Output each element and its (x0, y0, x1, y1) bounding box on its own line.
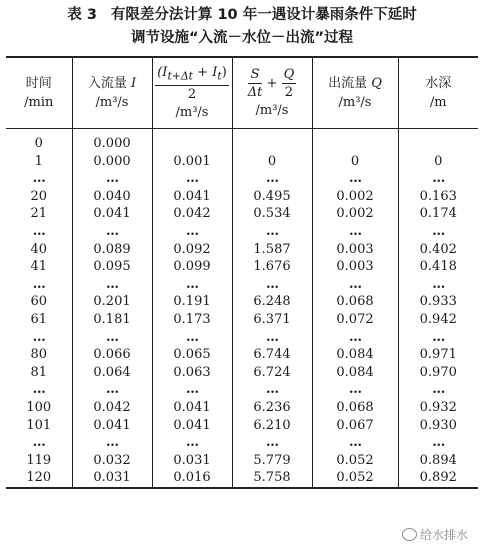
table-cell: … (72, 223, 152, 241)
table-cell: 0.933 (398, 293, 478, 311)
table-cell: 21 (30, 206, 48, 222)
table-cell: 0.942 (398, 311, 478, 329)
table-cell: 0.066 (72, 346, 152, 364)
table-cell: 0 (232, 153, 312, 171)
table-cell: 0.930 (398, 417, 478, 435)
table-cell: 0.031 (152, 452, 232, 470)
table-cell: 5.758 (232, 469, 312, 488)
table-cell: 0.068 (312, 293, 398, 311)
header-average-inflow: $\frac{(I_{t+\Delta t} + I_t)}{2}$ /m³/s (152, 57, 232, 129)
table-cell: 0.000 (72, 153, 152, 171)
table-cell: … (312, 434, 398, 452)
table-cell: … (32, 171, 45, 187)
table-header-row (6, 57, 478, 129)
table-row (6, 364, 478, 382)
table-caption (0, 4, 484, 50)
table-cell: … (398, 170, 478, 188)
average-inflow-formula: $\frac{(I_{t+\Delta t} + I_t)}{2}$ (157, 65, 227, 102)
table-cell: 6.371 (232, 311, 312, 329)
table-cell: 101 (26, 417, 52, 433)
caption-title-line-2: 调节设施“入流－水位－出流”过程 (130, 30, 354, 46)
table-cell: … (398, 276, 478, 294)
table-cell: 0 (34, 136, 43, 151)
table-cell: 0.040 (72, 188, 152, 206)
table-cell: … (398, 329, 478, 347)
table-row (6, 293, 478, 311)
table-cell: 0.089 (72, 241, 152, 259)
table-cell: 0.971 (398, 346, 478, 364)
table-cell: 0.084 (312, 364, 398, 382)
table-cell: 41 (30, 259, 48, 275)
table-cell: … (232, 223, 312, 241)
table-cell: 0.042 (72, 399, 152, 417)
table-cell: 0.041 (152, 399, 232, 417)
table-cell: 0.068 (312, 399, 398, 417)
table-cell: 120 (6, 469, 72, 488)
ellipsis-row (6, 329, 478, 347)
chat-bubble-icon (402, 528, 417, 541)
table-cell: 0.092 (152, 241, 232, 259)
table-cell (398, 129, 478, 153)
table-cell: … (152, 170, 232, 188)
table-cell: 0.084 (312, 346, 398, 364)
table-cell: 0.041 (152, 417, 232, 435)
table-cell: 60 (30, 294, 48, 310)
results-table (6, 56, 478, 489)
table-row (6, 311, 478, 329)
table-cell: 0.065 (152, 346, 232, 364)
table-cell: 0.894 (398, 452, 478, 470)
table-cell: 0.067 (312, 417, 398, 435)
table-cell: … (152, 223, 232, 241)
table-cell (152, 129, 232, 153)
table-number: 表 3 (67, 7, 97, 23)
storage-fraction: $\frac{S}{\Delta t}$ (247, 67, 263, 100)
table-row (6, 258, 478, 276)
table-cell: … (32, 382, 45, 398)
table-cell: … (152, 276, 232, 294)
header-outflow: 出流量 Q /m³/s (312, 57, 398, 129)
table-cell: 0.970 (398, 364, 478, 382)
table-cell: … (232, 329, 312, 347)
table-cell (232, 129, 312, 153)
table-cell: … (312, 329, 398, 347)
ellipsis-row (6, 276, 478, 294)
outflow-half-fraction: $\frac{Q}{2}$ (283, 67, 295, 100)
table-cell: 0.892 (398, 469, 478, 488)
table-cell: 81 (30, 364, 48, 380)
caption-line-1 (0, 4, 484, 27)
table-cell: 0.002 (312, 205, 398, 223)
table-cell: 6.744 (232, 346, 312, 364)
table-row (6, 346, 478, 364)
table-cell: 0.174 (398, 205, 478, 223)
table-row (6, 129, 478, 153)
table-cell: 0.016 (152, 469, 232, 488)
table-cell: 0.191 (152, 293, 232, 311)
table-cell: 0.095 (72, 258, 152, 276)
table-cell: … (232, 276, 312, 294)
table-cell: 0.052 (312, 452, 398, 470)
table-row (6, 241, 478, 259)
table-cell: 0.418 (398, 258, 478, 276)
wechat-watermark (402, 526, 468, 543)
table-cell: 0.534 (232, 205, 312, 223)
table-cell: … (72, 381, 152, 399)
table-cell: 0.041 (152, 188, 232, 206)
table-row (6, 399, 478, 417)
table-cell: … (312, 170, 398, 188)
caption-title-line-1: 有限差分法计算 10 年一遇设计暴雨条件下延时 (110, 7, 417, 23)
table-cell: 0.173 (152, 311, 232, 329)
table-cell: 0.041 (72, 417, 152, 435)
table-cell: 0 (312, 153, 398, 171)
table-cell: 0.072 (312, 311, 398, 329)
ellipsis-row (6, 223, 478, 241)
table-cell: 0.032 (72, 452, 152, 470)
table-row (6, 205, 478, 223)
table-cell: 0.201 (72, 293, 152, 311)
table-cell: 6.724 (232, 364, 312, 382)
table-row (6, 469, 478, 488)
ellipsis-row (6, 170, 478, 188)
table-cell: 80 (30, 347, 48, 363)
header-storage-term: $\frac{S}{\Delta t}$ + $\frac{Q}{2}$ /m³/s (232, 57, 312, 129)
table-row (6, 153, 478, 171)
table-cell: 0.000 (72, 129, 152, 153)
table-cell (312, 129, 398, 153)
table-cell: 0.031 (72, 469, 152, 488)
table-cell: 0.181 (72, 311, 152, 329)
table-cell: … (152, 434, 232, 452)
table-cell: 40 (30, 241, 48, 257)
table-cell: … (72, 170, 152, 188)
table-cell: … (312, 381, 398, 399)
table-cell: … (72, 329, 152, 347)
table-cell: … (32, 276, 45, 292)
table-row (6, 188, 478, 206)
table-cell: … (32, 435, 45, 451)
table-cell: 6.248 (232, 293, 312, 311)
table-cell: … (398, 381, 478, 399)
table-cell: 0.495 (232, 188, 312, 206)
table-cell: 100 (26, 399, 52, 415)
table-cell: … (72, 434, 152, 452)
table-row (6, 417, 478, 435)
table-cell: 0.402 (398, 241, 478, 259)
table-row (6, 452, 478, 470)
table-cell: … (152, 329, 232, 347)
watermark-text: 给水排水 (419, 528, 468, 542)
table-cell: 0.163 (398, 188, 478, 206)
table-cell: … (312, 223, 398, 241)
table-cell: 0.052 (312, 469, 398, 488)
table-cell: 1.587 (232, 241, 312, 259)
table-cell: 0.002 (312, 188, 398, 206)
table-body (6, 129, 478, 488)
table-cell: 0 (398, 153, 478, 171)
header-time: 时间 /min (6, 57, 72, 129)
header-depth: 水深 /m (398, 57, 478, 129)
ellipsis-row (6, 381, 478, 399)
table-cell: … (312, 276, 398, 294)
header-inflow: 入流量 I /m³/s (72, 57, 152, 129)
table-cell: 6.236 (232, 399, 312, 417)
table-cell: 61 (30, 311, 48, 327)
table-cell: 0.003 (312, 258, 398, 276)
table-cell: 119 (26, 452, 52, 468)
table-cell: … (232, 434, 312, 452)
table-cell: … (398, 223, 478, 241)
table-cell: 0.063 (152, 364, 232, 382)
table-cell: 0.003 (312, 241, 398, 259)
table-cell: 0.041 (72, 205, 152, 223)
table-cell: 0.064 (72, 364, 152, 382)
table-cell: 0.932 (398, 399, 478, 417)
table-cell: … (72, 276, 152, 294)
table-cell: … (32, 329, 45, 345)
table-cell: 0.001 (152, 153, 232, 171)
table-cell: … (152, 381, 232, 399)
table-cell: 0.042 (152, 205, 232, 223)
table-cell: … (398, 434, 478, 452)
table-cell: 1.676 (232, 258, 312, 276)
table-cell: 0.099 (152, 258, 232, 276)
table-cell: 1 (34, 153, 43, 169)
table-cell: 6.210 (232, 417, 312, 435)
table-cell: … (32, 223, 45, 239)
ellipsis-row (6, 434, 478, 452)
table-cell: … (232, 381, 312, 399)
table-cell: 5.779 (232, 452, 312, 470)
table-cell: 20 (30, 188, 48, 204)
table-cell: … (232, 170, 312, 188)
